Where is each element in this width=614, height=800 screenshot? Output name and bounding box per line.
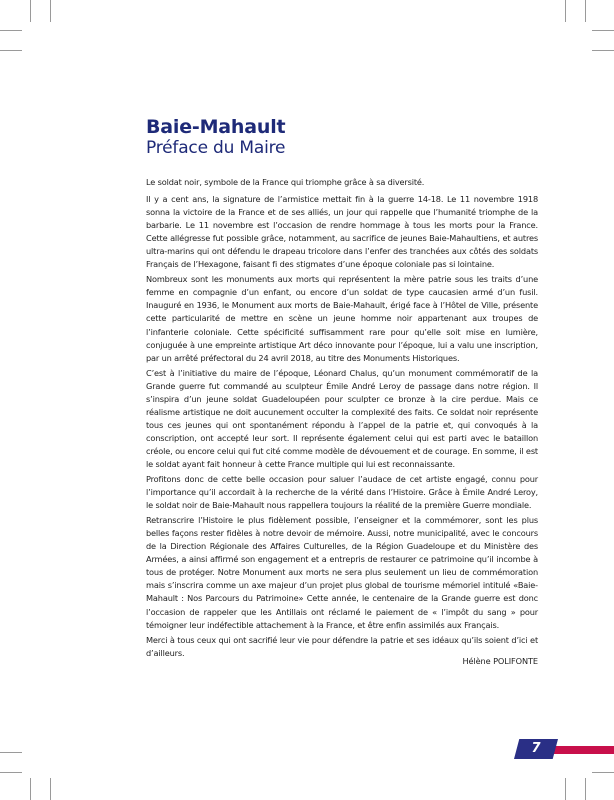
crop-mark [50, 0, 51, 22]
page-number: 7 [531, 741, 541, 756]
paragraph: C’est à l’initiative du maire de l’époque, Léonard Chalus, qu’un monument commémoratif de la Grande guerre fut commandé au sculpteur Émile André Leroy de passage dans notre région. Il s’inspira d’un jeune soldat Guadeloupéen pour sculpter ce bronze à la cire perdue. Mais ce réalisme artistique ne doit aucunement occulter la complexité des faits. Ce soldat noir représente tous ces jeunes qui ont spontanément répondu à l’appel de la patrie et, qui convoqués à la conscription, ont accepté leur sort. Il représente également celui qui est parti avec le bataillon créole, ou encore celui qui fut cité comme modèle de dévouement et de courage. En somme, il est le soldat ayant fait honneur à cette France multiple qui lui est reconnaissante. [146, 367, 538, 469]
paragraph: Profitons donc de cette belle occasion pour saluer l’audace de cet artiste engagé, connu pour l’importance qu’il accordait à la recherche de la vérité dans l’Histoire. Grâce à Émile André Leroy, le soldat noir de Baie-Mahault nous rappellera toujours la réalité de la première Guerre mondiale. [146, 474, 538, 511]
crop-mark [565, 0, 566, 22]
crop-mark [50, 778, 51, 800]
title-block [146, 116, 285, 158]
crop-mark [0, 50, 22, 51]
paragraph: Le soldat noir, symbole de la France qui triomphe grâce à sa diversité. [146, 177, 425, 187]
page-folio [514, 739, 614, 759]
crop-mark [0, 772, 22, 773]
crop-mark [592, 50, 614, 51]
crop-mark [585, 0, 586, 22]
crop-mark [30, 778, 31, 800]
paragraph: Il y a cent ans, la signature de l’armistice mettait fin à la guerre 14-18. Le 11 novembre 1918 sonna la victoire de la France et de ses alliés, un jour qui rappelle que l’humanité triomphe de la barbarie. Le 11 novembre est l’occasion de rendre hommage à tous les morts pour la France. Cette allégresse fut possible grâce, notamment, au sacrifice de jeunes Baie-Mahaultiens, et autres ultra-marins qui ont défendu le drapeau tricolore dans l’enfer des tranchées aux côtés des soldats Français de l’Hexagone, faisant fi des stigmates d’une époque coloniale pas si lointaine. [146, 194, 538, 270]
crop-mark [592, 772, 614, 773]
paragraph: Retranscrire l’Histoire le plus fidèlement possible, l’enseigner et la commémorer, sont les plus belles façons rester fidèles à notre devoir de mémoire. Aussi, notre municipalité, avec le concours de la Direction Régionale des Affaires Culturelles, de la Région Guadeloupe et du Ministère des Armées, a ainsi affirmé son engagement et a entrepris de restaurer ce patrimoine qu’il incombe à tous de protéger. Notre Monument aux morts ne sera plus seulement un lieu de commémoration mais s’inscrira comme un axe majeur d’un projet plus global de tourisme mémoriel intitulé «Baie-Mahault : Nos Parcours du Patrimoine» Cette année, le centenaire de la Grande guerre est donc l’occasion de rappeler que les Antillais ont réclamé le paiement de « l’impôt du sang » pour témoigner leur indéfectible attachement à la France, et être enfin assimilés aux Français. [146, 515, 538, 630]
crop-mark [30, 0, 31, 22]
paragraph: Merci à tous ceux qui ont sacrifié leur vie pour défendre la patrie et ses idéaux qu’ils soient d’ici et d’ailleurs. [146, 634, 538, 658]
paragraph: Nombreux sont les monuments aux morts qui représentent la mère patrie sous les traits d’une femme en compagnie d’un enfant, ou encore d’un soldat de type caucasien armé d’un fusil. Inauguré en 1936, le Monument aux morts de Baie-Mahault, érigé face à l’Hôtel de Ville, présente cette particularité de mettre en scène un jeune homme noir appartenant aux troupes de l’infanterie coloniale. Cette spécificité suffisamment rare pour qu’elle soit mise en lumière, conjuguée à une empreinte artistique Art déco innovante pour l’époque, lui a valu une inscription, par un arrêté préfectoral du 24 avril 2018, au titre des Monuments Historiques. [146, 274, 538, 363]
crop-mark [0, 752, 22, 753]
crop-mark [0, 30, 22, 31]
crop-mark [592, 30, 614, 31]
crop-mark [565, 778, 566, 800]
page-title: Baie-Mahault [146, 116, 286, 138]
preface-body [146, 176, 538, 662]
page-subtitle: Préface du Maire [146, 138, 286, 158]
signature: Hélène POLIFONTE [462, 656, 538, 666]
crop-mark [585, 778, 586, 800]
